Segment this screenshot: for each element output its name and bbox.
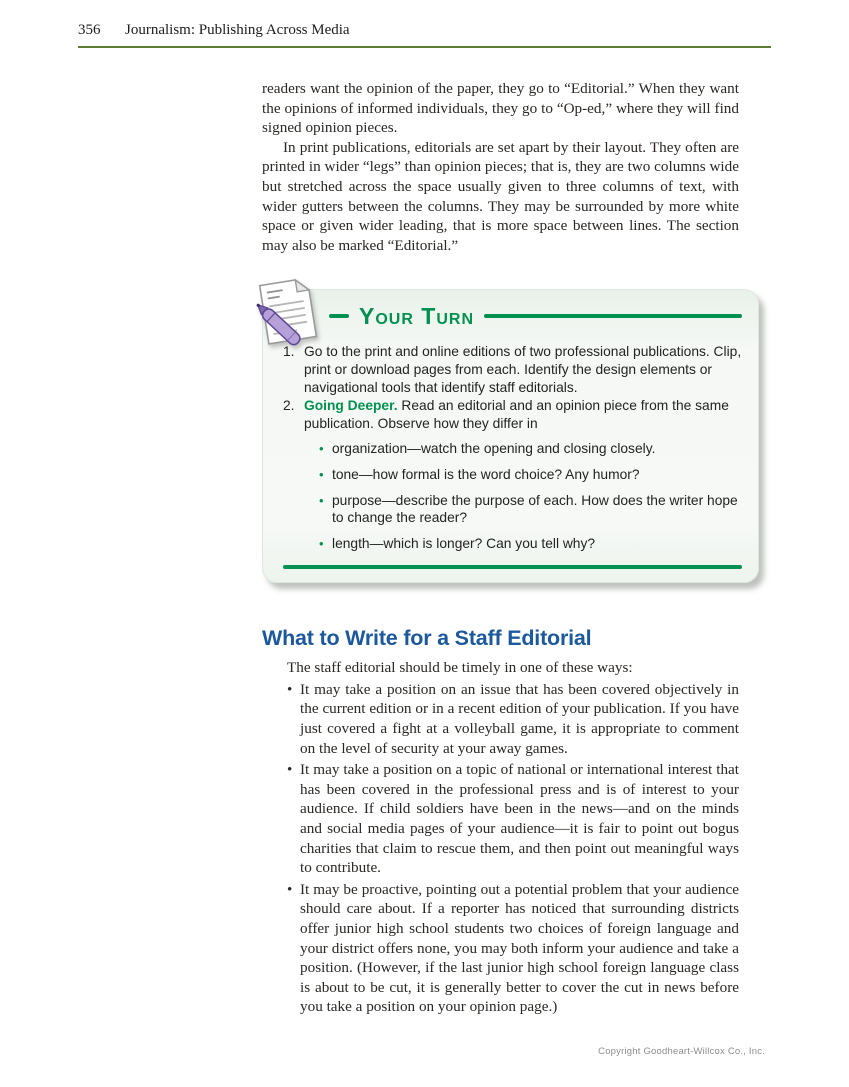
bullet-item	[287, 760, 739, 878]
bullet-dot: •	[319, 466, 324, 482]
sub-bullet-text: tone—how formal is the word choice? Any humor?	[332, 466, 640, 482]
bullet-dot: •	[319, 492, 324, 508]
bullet-dot: •	[287, 680, 293, 698]
item-text: Go to the print and online editions of two professional publications. Clip, print or download pages from each. Identify the design elements or navigational tools that identify staff editorials.	[304, 344, 742, 395]
your-turn-box	[262, 289, 759, 583]
sub-bullet-item	[319, 440, 742, 458]
bullet-text: It may take a position on a topic of national or international interest that has been covered in the professional press and is of interest to your audience. If child soldiers have been in the news—and on the minds and social media pages of your audience—it is fair to point out bogus charities that claim to rescue them, and then point out meaningful ways to contribute.	[300, 761, 739, 877]
bullet-dot: •	[287, 880, 293, 898]
copyright-notice: Copyright Goodheart-Willcox Co., Inc.	[598, 1046, 765, 1057]
title-dash-rule	[329, 314, 349, 318]
main-column	[262, 79, 742, 1017]
your-turn-title: Your Turn	[359, 302, 474, 329]
sub-bullet-text: organization—watch the opening and closing closely.	[332, 441, 656, 457]
section-heading: What to Write for a Staff Editorial	[262, 626, 592, 651]
book-title: Journalism: Publishing Across Media	[125, 22, 350, 38]
title-extender-rule	[484, 314, 742, 318]
sub-bullet-text: purpose—describe the purpose of each. How does the writer hope to change the reader?	[332, 492, 738, 526]
bullet-dot: •	[319, 535, 324, 551]
bullet-text: It may be proactive, pointing out a potential problem that your audience should care about. If a reporter has noticed that surrounding districts offer junior high school students two choices of foreign language and your district offers none, you may both inform your audience and take a position. (However, if the last junior high school foreign language class is about to be cut, it is generally better to cover the cut in news before you take a position on your opinion page.)	[300, 880, 739, 1016]
bullet-item	[287, 880, 739, 1017]
box-bottom-rule	[283, 565, 742, 569]
body-paragraph: readers want the opinion of the paper, they go to “Editorial.” When they want the opinions of informed individuals, they go to “Op-ed,” where they will find signed opinion pieces.	[262, 80, 739, 137]
bullet-text: It may take a position on an issue that has been covered objectively in the current edition or in a recent edition of your publication. If you have just covered a fight at a volleyball game, it is appropriate to comment on the level of security at your away games.	[300, 680, 739, 757]
going-deeper-label: Going Deeper.	[304, 398, 398, 414]
numbered-item	[283, 397, 742, 432]
sub-bullet-item	[319, 535, 742, 553]
page-number: 356	[78, 22, 101, 38]
body-paragraph: In print publications, editorials are set apart by their layout. They often are printed in wider “legs” than opinion pieces; that is, they are two columns wide but stretched across the space usually given to three columns of text, with wider gutters between the columns. They may be surrounded by more white space or given wider leading, that is more space between lines. The section may also be marked “Editorial.”	[262, 138, 739, 254]
item-number: 1.	[283, 344, 295, 360]
your-turn-list	[283, 343, 742, 552]
bullet-dot: •	[287, 761, 293, 779]
section-bullet-list	[262, 680, 739, 1017]
sub-bullet-item	[319, 492, 742, 527]
item-text-rest: Read an editorial and an opinion piece from the same publication. Observe how they differ in	[304, 398, 729, 431]
sub-bullet-item	[319, 466, 742, 484]
item-text	[304, 397, 742, 432]
section-intro: The staff editorial should be timely in one of these ways:	[287, 659, 633, 677]
sub-bullet-text: length—which is longer? Can you tell why?	[332, 535, 596, 551]
bullet-dot: •	[319, 441, 324, 457]
notepad-pen-icon	[242, 273, 328, 355]
numbered-item	[283, 343, 742, 396]
item-number: 2.	[283, 398, 295, 414]
bullet-item	[287, 680, 739, 758]
your-turn-title-row	[329, 301, 742, 331]
running-head	[78, 22, 771, 48]
